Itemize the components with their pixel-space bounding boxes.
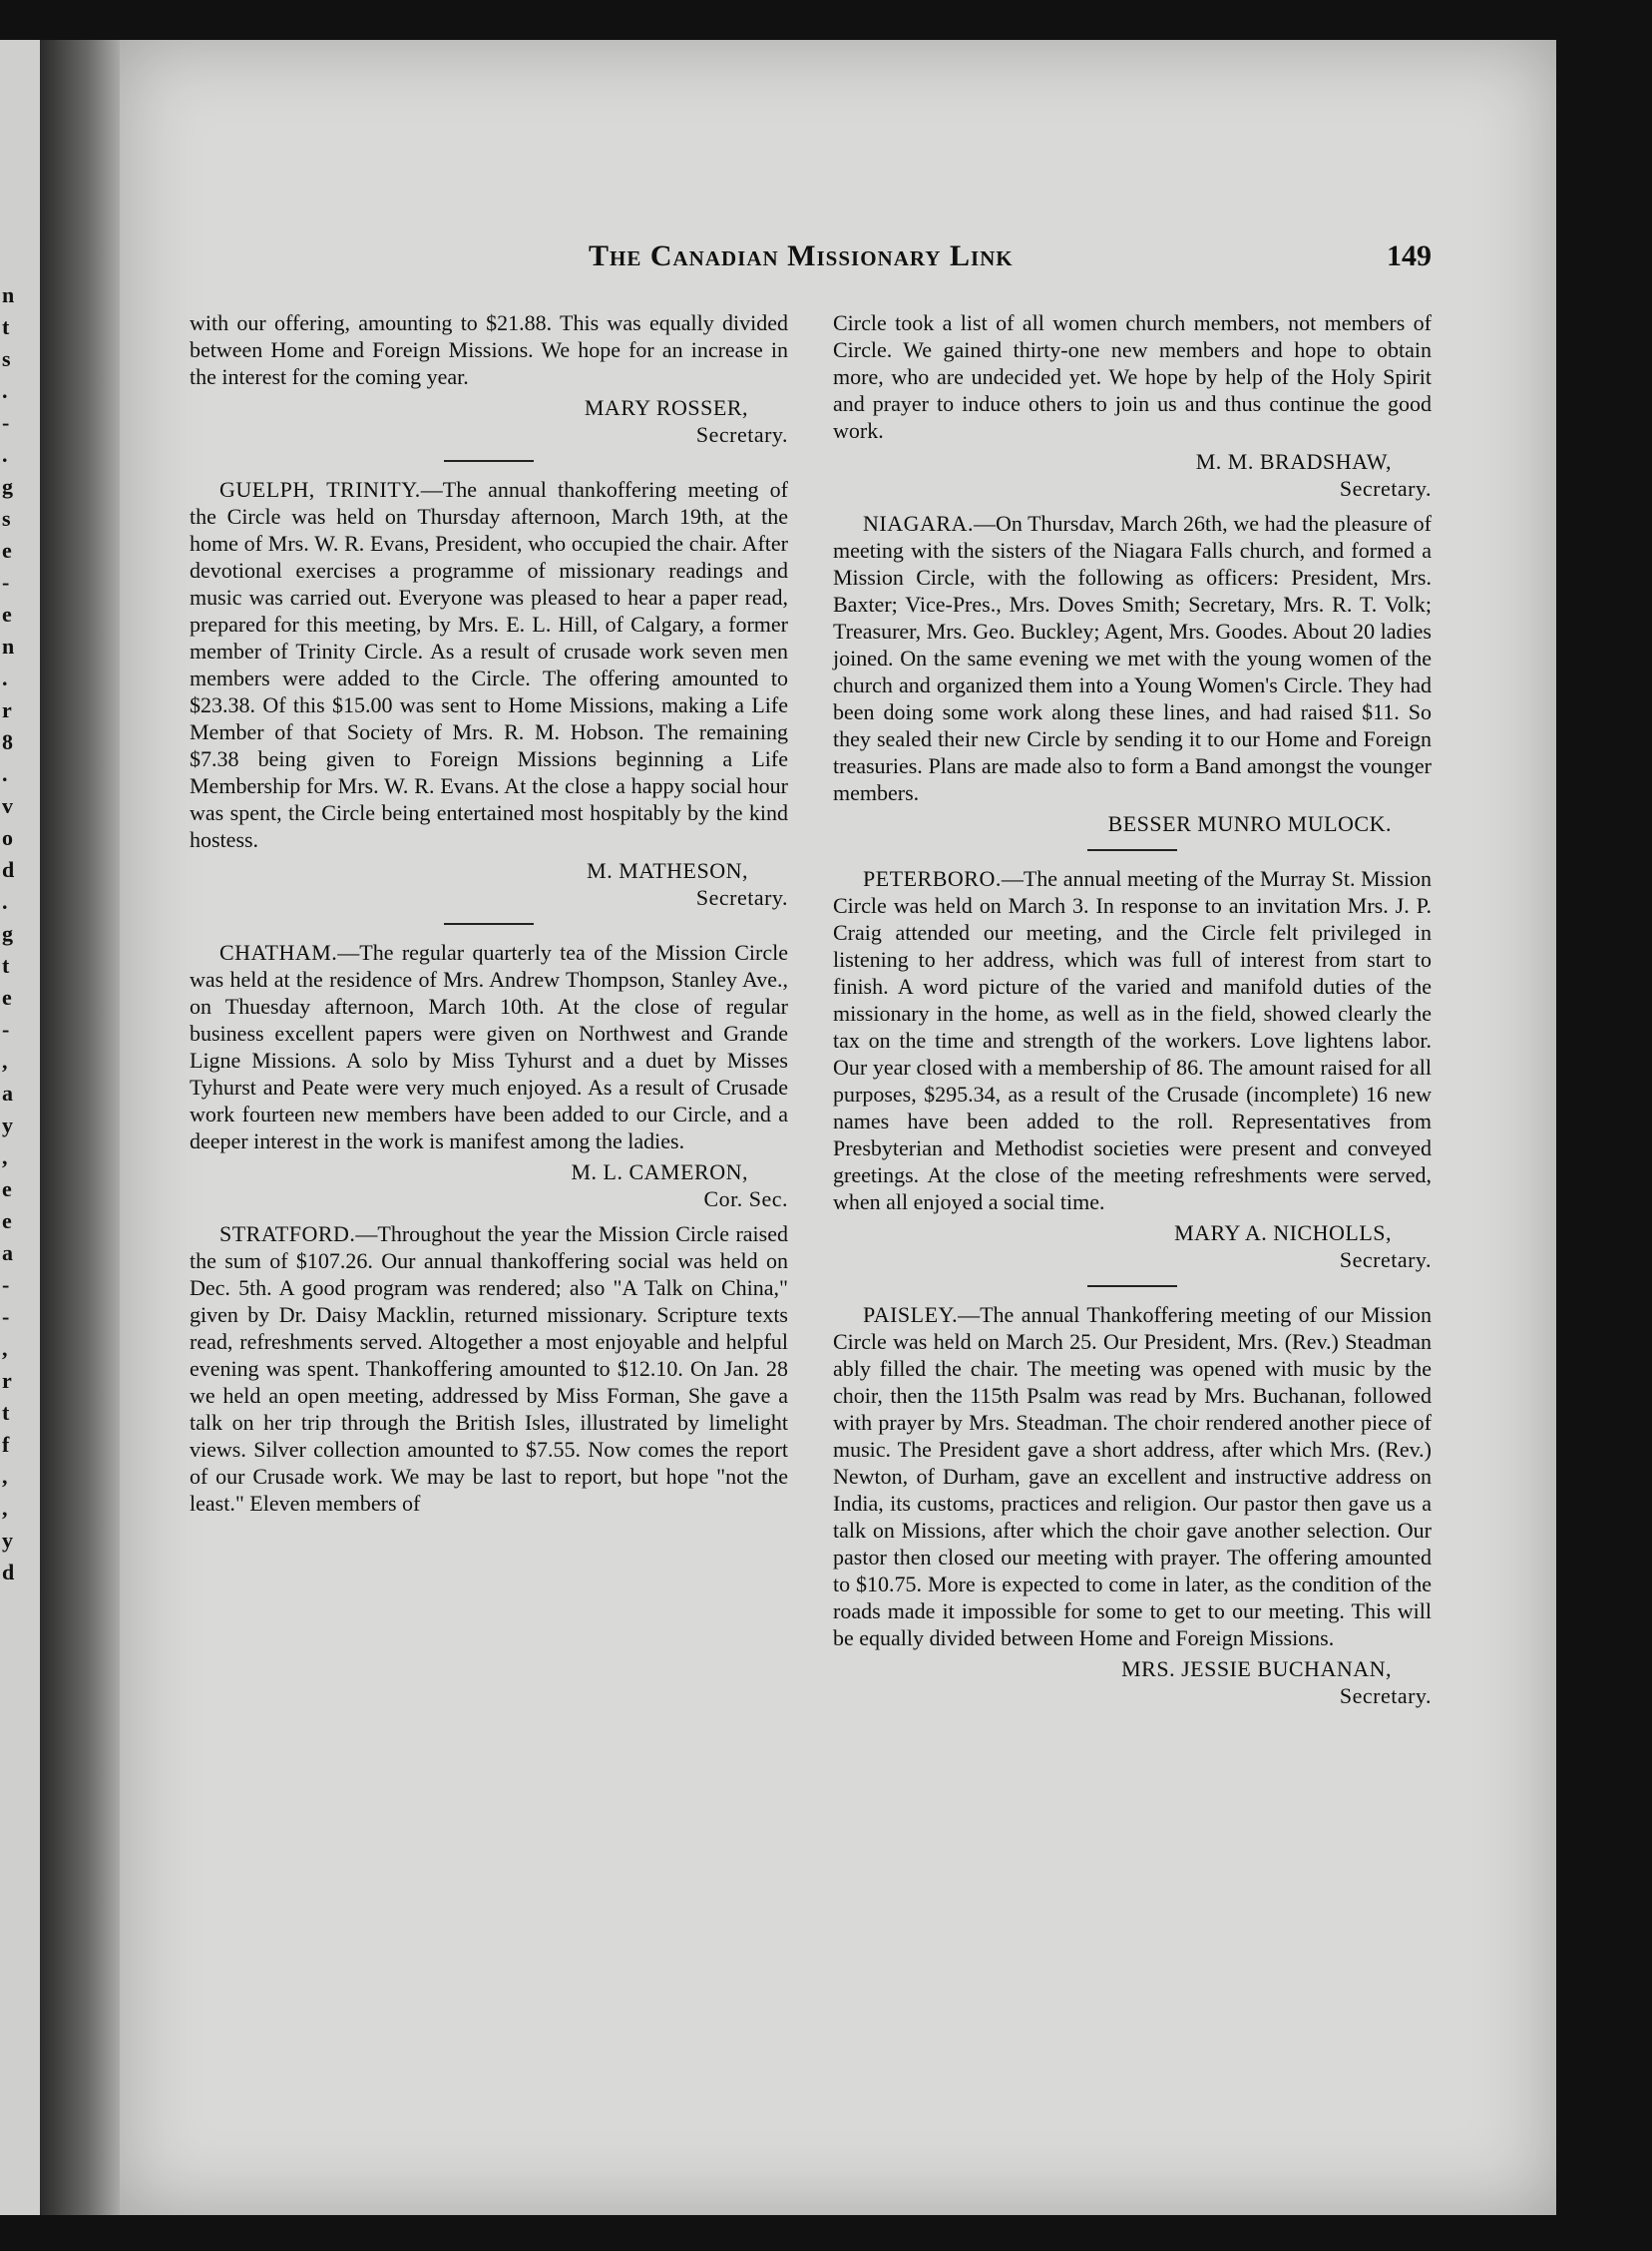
facing-page-fragment: - (2, 1272, 10, 1297)
facing-page-fragment: y (2, 1113, 13, 1137)
facing-page-fragment: t (2, 953, 10, 978)
signature-role: Secretary. (1339, 1683, 1432, 1708)
facing-page-fragment: , (2, 1464, 8, 1489)
facing-page-fragment: - (2, 570, 10, 595)
facing-page-fragment: - (2, 410, 10, 435)
facing-page-text-fragments (2, 279, 22, 1588)
article-body: with our offering, amounting to $21.88. This was equally divided between Home and Foreign Missions. We hope for an increase in the interest for the coming year. (190, 310, 788, 389)
article-lead: PAISLEY. (863, 1302, 959, 1327)
signature-name: M. MATHESON, (587, 858, 748, 883)
book-gutter (40, 40, 120, 2215)
article-body: —The annual thankoffering meeting of the Circle was held on Thursday afternoon, March 19th, at the home of Mrs. W. R. Evans, President, who occupied the chair. After devotional exercises a programme of missionary readings and music was carried out. Everyone was pleased to hear a paper read, prepared for this meeting, by Mrs. E. L. Hill, of Calgary, a former member of Trinity Circle. As a result of crusade work seven men members were added to the Circle. The offering amounted to $23.38. Of this $15.00 was sent to Home Missions, making a Life Member of that Society of Mrs. R. M. Hobson. The remaining $7.38 being given to Foreign Missions beginning a Life Membership for Mrs. W. R. Evans. At the close a happy social hour was spent, the Circle being entertained most hospitably by the kind hostess. (190, 477, 788, 852)
facing-page-fragment: , (2, 1049, 8, 1074)
article-divider (444, 923, 534, 925)
article-body: —The annual meeting of the Murray St. Mission Circle was held on March 3. In response to an invitation Mrs. J. P. Craig attended our meeting, and the Circle felt privileged in listening to her address, which was full of interest from start to finish. A word picture of the varied and manifold duties of the missionary in the home, as well as in the field, showed clearly the tax on the time and strength of the workers. Love lightens labor. Our year closed with a membership of 86. The amount raised for all purposes, $295.34, as a result of the Crusade (incomplete) 16 new names have been added to the roll. Representatives from Presbyterian and Methodist societies were present and conveyed greetings. At the close of the meeting refreshments were served, when all enjoyed a social time. (833, 866, 1432, 1214)
facing-page-fragment: - (2, 1017, 10, 1042)
facing-page-edge (0, 40, 40, 2215)
facing-page-fragment: o (2, 825, 13, 850)
signature-role: Secretary. (1339, 476, 1432, 501)
facing-page-fragment: - (2, 1304, 10, 1329)
facing-page-fragment: r (2, 697, 12, 722)
article-lead: CHATHAM. (219, 940, 338, 965)
article-body: —The annual Thankoffering meeting of our Mission Circle was held on March 25. Our President, Mrs. (Rev.) Steadman ably filled the chair. The meeting was opened with music by the choir, then the 115th Psalm was read by Mrs. Buchanan, followed with prayer by Mrs. Steadman. The choir rendered another piece of music. The President gave a short address, after which Mrs. (Rev.) Newton, of Durham, gave an excellent and instructive address on India, its customs, practices and religion. Our pastor then gave us a talk on Missions, after which the choir gave another selection. Our pastor then closed our meeting with prayer. The offering amounted to $10.75. More is expected to come in later, as the condition of the roads made it impossible for some to get to our meeting. This will be equally divided between Home and Foreign Missions. (833, 1302, 1432, 1650)
facing-page-fragment: a (2, 1240, 13, 1265)
article-rosser-continued (190, 309, 788, 448)
article-stratford-continued (833, 309, 1432, 502)
article-lead: STRATFORD. (219, 1221, 356, 1246)
article-niagara (833, 510, 1432, 837)
facing-page-fragment: s (2, 506, 11, 531)
article-lead: GUELPH, TRINITY. (219, 477, 421, 502)
article-body: —On Thursdav, March 26th, we had the pleasure of meeting with the sisters of the Niagara Falls church, and formed a Mission Circle, with the following as officers: President, Mrs. Baxter; Vice-Pres., Mrs. Doves Smith; Secretary, Mrs. R. T. Volk; Treasurer, Mrs. Geo. Buckley; Agent, Mrs. Goodes. About 20 ladies joined. On the same evening we met with the young women of the church and organized them into a Young Women's Circle. They had been doing some work along these lines, and had raised $11. So they sealed their new Circle by sending it to our Home and Foreign treasuries. Plans are made also to form a Band amongst the vounger members. (833, 511, 1432, 805)
facing-page-fragment: g (2, 474, 13, 499)
facing-page-fragment: g (2, 921, 13, 946)
facing-page-fragment: , (2, 1496, 8, 1521)
signature (190, 394, 788, 448)
signature-name: BESSER MUNRO MULOCK. (1107, 811, 1392, 836)
facing-page-fragment: , (2, 1336, 8, 1361)
signature-role: Secretary. (695, 885, 788, 910)
facing-page-fragment: t (2, 1400, 10, 1425)
signature-name: MARY A. NICHOLLS, (1174, 1220, 1392, 1245)
article-stratford (190, 1220, 788, 1517)
facing-page-fragment: e (2, 985, 12, 1010)
publication-title: The Canadian Missionary Link (589, 239, 1014, 272)
signature (190, 857, 788, 911)
article-divider (1087, 849, 1177, 851)
signature (833, 1219, 1432, 1273)
signature-name: MARY ROSSER, (584, 395, 748, 420)
signature-role: Secretary. (1339, 1247, 1432, 1272)
article-body: Circle took a list of all women church members, not members of Circle. We gained thirty-one new members and hope to obtain more, who are undecided yet. We hope by help of the Holy Spirit and prayer to induce others to join us and thus continue the good work. (833, 310, 1432, 443)
facing-page-fragment: e (2, 1208, 12, 1233)
facing-page-fragment: y (2, 1528, 13, 1553)
facing-page-fragment: d (2, 1560, 15, 1584)
signature (190, 1158, 788, 1212)
facing-page-fragment: . (2, 666, 8, 690)
article-guelph-trinity (190, 476, 788, 911)
facing-page-fragment: . (2, 761, 8, 786)
facing-page-fragment: d (2, 857, 15, 882)
article-body: —The regular quarterly tea of the Mission Circle was held at the residence of Mrs. Andrew Thompson, Stanley Ave., on Thuesday afternoon, March 10th. At the close of regular business excellent papers were given on Northwest and Grande Ligne Missions. A solo by Miss Tyhurst and a duet by Misses Tyhurst and Peate were very much enjoyed. As a result of Crusade work fourteen new members have been added to our Circle, and a deeper interest in the work is manifest among the ladies. (190, 940, 788, 1153)
article-peterboro (833, 865, 1432, 1273)
facing-page-fragment: s (2, 346, 11, 371)
facing-page-fragment: r (2, 1368, 12, 1393)
article-lead: NIAGARA. (863, 511, 974, 536)
facing-page-fragment: e (2, 538, 12, 563)
facing-page-fragment: f (2, 1432, 10, 1457)
article-divider (444, 460, 534, 462)
facing-page-fragment: n (2, 282, 15, 307)
facing-page-fragment: . (2, 889, 8, 914)
article-paisley (833, 1301, 1432, 1709)
facing-page-fragment: a (2, 1081, 13, 1106)
page-number: 149 (1387, 239, 1432, 272)
facing-page-fragment: t (2, 314, 10, 339)
left-column (190, 309, 788, 1525)
signature-name: M. M. BRADSHAW, (1195, 449, 1392, 474)
facing-page-fragment: v (2, 793, 13, 818)
signature-name: M. L. CAMERON, (571, 1159, 748, 1184)
signature-role: Cor. Sec. (703, 1186, 788, 1211)
facing-page-fragment: . (2, 378, 8, 403)
signature-role: Secretary. (695, 422, 788, 447)
signature (833, 810, 1432, 837)
article-divider (1087, 1285, 1177, 1287)
facing-page-fragment: 8 (2, 729, 13, 754)
magazine-page (120, 40, 1556, 2215)
signature-name: MRS. JESSIE BUCHANAN, (1121, 1656, 1392, 1681)
right-column (833, 309, 1432, 1717)
signature (833, 1655, 1432, 1709)
facing-page-fragment: n (2, 634, 15, 659)
article-lead: PETERBORO. (863, 866, 1002, 891)
article-body: —Throughout the year the Mission Circle raised the sum of $107.26. Our annual thankoffering social was held on Dec. 5th. A good program was rendered; also "A Talk on China," given by Dr. Daisy Macklin, returned missionary. Scripture texts read, refreshments served. Altogether a most enjoyable and helpful evening was spent. Thankoffering amounted to $12.10. On Jan. 28 we held an open meeting, addressed by Miss Forman, She gave a talk on her trip through the British Isles, illustrated by limelight views. Silver collection amounted to $7.55. Now comes the report of our Crusade work. We may be last to report, but hope "not the least." Eleven members of (190, 1221, 788, 1516)
article-chatham (190, 939, 788, 1212)
facing-page-fragment: e (2, 602, 12, 627)
running-header (120, 239, 1556, 279)
facing-page-fragment: , (2, 1144, 8, 1169)
facing-page-fragment: e (2, 1176, 12, 1201)
signature (833, 448, 1432, 502)
facing-page-fragment: . (2, 442, 8, 467)
